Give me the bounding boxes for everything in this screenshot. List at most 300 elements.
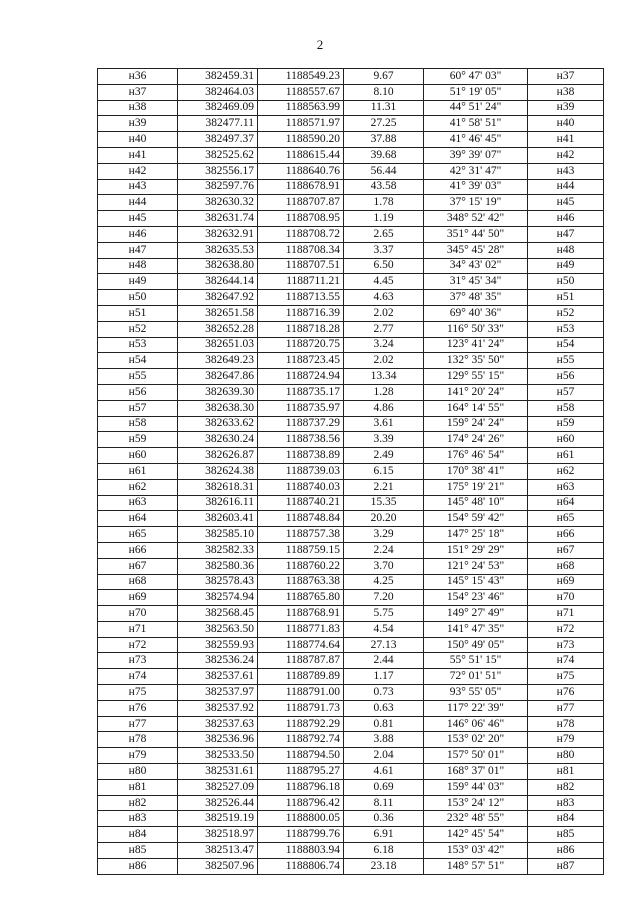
to-point-cell: н76 — [528, 685, 604, 701]
from-point-cell: н58 — [98, 416, 178, 432]
table-row — [98, 305, 604, 321]
x-coordinate-cell: 382459.31 — [178, 69, 258, 85]
table-row — [98, 606, 604, 622]
direction-angle-cell: 345° 45' 28" — [424, 242, 528, 258]
table-row — [98, 637, 604, 653]
distance-cell: 1.78 — [344, 195, 424, 211]
table-row — [98, 321, 604, 337]
x-coordinate-cell: 382519.19 — [178, 811, 258, 827]
to-point-cell: н45 — [528, 195, 604, 211]
distance-cell: 6.91 — [344, 827, 424, 843]
from-point-cell: н38 — [98, 100, 178, 116]
to-point-cell: н54 — [528, 337, 604, 353]
table-row — [98, 416, 604, 432]
table-row — [98, 764, 604, 780]
from-point-cell: н77 — [98, 716, 178, 732]
to-point-cell: н64 — [528, 495, 604, 511]
direction-angle-cell: 159° 44' 03" — [424, 779, 528, 795]
from-point-cell: н79 — [98, 748, 178, 764]
to-point-cell: н53 — [528, 321, 604, 337]
to-point-cell: н71 — [528, 606, 604, 622]
table-row — [98, 811, 604, 827]
table-row — [98, 495, 604, 511]
direction-angle-cell: 159° 24' 24" — [424, 416, 528, 432]
y-coordinate-cell: 1188563.99 — [258, 100, 344, 116]
x-coordinate-cell: 382582.33 — [178, 542, 258, 558]
from-point-cell: н62 — [98, 479, 178, 495]
table-row — [98, 843, 604, 859]
table-row — [98, 353, 604, 369]
to-point-cell: н38 — [528, 84, 604, 100]
distance-cell: 2.77 — [344, 321, 424, 337]
to-point-cell: н52 — [528, 305, 604, 321]
from-point-cell: н43 — [98, 179, 178, 195]
distance-cell: 2.65 — [344, 226, 424, 242]
x-coordinate-cell: 382537.63 — [178, 716, 258, 732]
table-row — [98, 621, 604, 637]
table-row — [98, 542, 604, 558]
direction-angle-cell: 69° 40' 36" — [424, 305, 528, 321]
x-coordinate-cell: 382536.24 — [178, 653, 258, 669]
to-point-cell: н41 — [528, 132, 604, 148]
from-point-cell: н69 — [98, 590, 178, 606]
x-coordinate-cell: 382518.97 — [178, 827, 258, 843]
distance-cell: 56.44 — [344, 163, 424, 179]
from-point-cell: н44 — [98, 195, 178, 211]
direction-angle-cell: 153° 02' 20" — [424, 732, 528, 748]
x-coordinate-cell: 382647.86 — [178, 369, 258, 385]
from-point-cell: н41 — [98, 147, 178, 163]
y-coordinate-cell: 1188720.75 — [258, 337, 344, 353]
x-coordinate-cell: 382497.37 — [178, 132, 258, 148]
to-point-cell: н69 — [528, 574, 604, 590]
distance-cell: 6.18 — [344, 843, 424, 859]
distance-cell: 20.20 — [344, 511, 424, 527]
y-coordinate-cell: 1188757.38 — [258, 527, 344, 543]
to-point-cell: н61 — [528, 448, 604, 464]
table-row — [98, 258, 604, 274]
x-coordinate-cell: 382630.24 — [178, 432, 258, 448]
from-point-cell: н60 — [98, 448, 178, 464]
table-row — [98, 242, 604, 258]
x-coordinate-cell: 382531.61 — [178, 764, 258, 780]
y-coordinate-cell: 1188713.55 — [258, 290, 344, 306]
from-point-cell: н57 — [98, 400, 178, 416]
y-coordinate-cell: 1188740.21 — [258, 495, 344, 511]
to-point-cell: н60 — [528, 432, 604, 448]
x-coordinate-cell: 382638.30 — [178, 400, 258, 416]
direction-angle-cell: 157° 50' 01" — [424, 748, 528, 764]
direction-angle-cell: 55° 51' 15" — [424, 653, 528, 669]
x-coordinate-cell: 382477.11 — [178, 116, 258, 132]
distance-cell: 23.18 — [344, 858, 424, 874]
to-point-cell: н70 — [528, 590, 604, 606]
x-coordinate-cell: 382537.97 — [178, 685, 258, 701]
table-row — [98, 100, 604, 116]
y-coordinate-cell: 1188708.95 — [258, 211, 344, 227]
y-coordinate-cell: 1188800.05 — [258, 811, 344, 827]
y-coordinate-cell: 1188718.28 — [258, 321, 344, 337]
y-coordinate-cell: 1188739.03 — [258, 463, 344, 479]
direction-angle-cell: 34° 43' 02" — [424, 258, 528, 274]
direction-angle-cell: 117° 22' 39" — [424, 700, 528, 716]
from-point-cell: н68 — [98, 574, 178, 590]
distance-cell: 27.25 — [344, 116, 424, 132]
y-coordinate-cell: 1188796.42 — [258, 795, 344, 811]
table-row — [98, 653, 604, 669]
table-row — [98, 116, 604, 132]
table-row — [98, 448, 604, 464]
from-point-cell: н39 — [98, 116, 178, 132]
to-point-cell: н81 — [528, 764, 604, 780]
direction-angle-cell: 72° 01' 51" — [424, 669, 528, 685]
distance-cell: 0.69 — [344, 779, 424, 795]
to-point-cell: н47 — [528, 226, 604, 242]
y-coordinate-cell: 1188806.74 — [258, 858, 344, 874]
direction-angle-cell: 123° 41' 24" — [424, 337, 528, 353]
direction-angle-cell: 141° 47' 35" — [424, 621, 528, 637]
from-point-cell: н37 — [98, 84, 178, 100]
direction-angle-cell: 31° 45' 34" — [424, 274, 528, 290]
to-point-cell: н42 — [528, 147, 604, 163]
distance-cell: 5.75 — [344, 606, 424, 622]
x-coordinate-cell: 382632.91 — [178, 226, 258, 242]
x-coordinate-cell: 382626.87 — [178, 448, 258, 464]
x-coordinate-cell: 382469.09 — [178, 100, 258, 116]
y-coordinate-cell: 1188590.20 — [258, 132, 344, 148]
y-coordinate-cell: 1188765.80 — [258, 590, 344, 606]
direction-angle-cell: 37° 48' 35" — [424, 290, 528, 306]
from-point-cell: н76 — [98, 700, 178, 716]
to-point-cell: н37 — [528, 69, 604, 85]
direction-angle-cell: 154° 59' 42" — [424, 511, 528, 527]
distance-cell: 2.02 — [344, 353, 424, 369]
to-point-cell: н86 — [528, 843, 604, 859]
x-coordinate-cell: 382556.17 — [178, 163, 258, 179]
x-coordinate-cell: 382464.03 — [178, 84, 258, 100]
x-coordinate-cell: 382638.80 — [178, 258, 258, 274]
from-point-cell: н55 — [98, 369, 178, 385]
x-coordinate-cell: 382624.38 — [178, 463, 258, 479]
direction-angle-cell: 51° 19' 05" — [424, 84, 528, 100]
y-coordinate-cell: 1188737.29 — [258, 416, 344, 432]
x-coordinate-cell: 382651.03 — [178, 337, 258, 353]
distance-cell: 2.21 — [344, 479, 424, 495]
from-point-cell: н74 — [98, 669, 178, 685]
x-coordinate-cell: 382603.41 — [178, 511, 258, 527]
distance-cell: 4.45 — [344, 274, 424, 290]
table-row — [98, 274, 604, 290]
to-point-cell: н56 — [528, 369, 604, 385]
distance-cell: 39.68 — [344, 147, 424, 163]
table-row — [98, 685, 604, 701]
from-point-cell: н67 — [98, 558, 178, 574]
table-row — [98, 400, 604, 416]
y-coordinate-cell: 1188735.17 — [258, 384, 344, 400]
distance-cell: 4.54 — [344, 621, 424, 637]
to-point-cell: н46 — [528, 211, 604, 227]
distance-cell: 1.19 — [344, 211, 424, 227]
y-coordinate-cell: 1188549.23 — [258, 69, 344, 85]
y-coordinate-cell: 1188615.44 — [258, 147, 344, 163]
distance-cell: 3.70 — [344, 558, 424, 574]
table-row — [98, 527, 604, 543]
x-coordinate-cell: 382649.23 — [178, 353, 258, 369]
to-point-cell: н39 — [528, 100, 604, 116]
table-row — [98, 858, 604, 874]
to-point-cell: н85 — [528, 827, 604, 843]
y-coordinate-cell: 1188787.87 — [258, 653, 344, 669]
y-coordinate-cell: 1188759.15 — [258, 542, 344, 558]
table-row — [98, 163, 604, 179]
y-coordinate-cell: 1188771.83 — [258, 621, 344, 637]
x-coordinate-cell: 382536.96 — [178, 732, 258, 748]
direction-angle-cell: 142° 45' 54" — [424, 827, 528, 843]
to-point-cell: н74 — [528, 653, 604, 669]
direction-angle-cell: 148° 57' 51" — [424, 858, 528, 874]
x-coordinate-cell: 382585.10 — [178, 527, 258, 543]
table-row — [98, 84, 604, 100]
direction-angle-cell: 39° 39' 07" — [424, 147, 528, 163]
x-coordinate-cell: 382580.36 — [178, 558, 258, 574]
table-row — [98, 558, 604, 574]
y-coordinate-cell: 1188723.45 — [258, 353, 344, 369]
y-coordinate-cell: 1188768.91 — [258, 606, 344, 622]
table-row — [98, 384, 604, 400]
page-number: 2 — [316, 37, 324, 52]
from-point-cell: н78 — [98, 732, 178, 748]
from-point-cell: н50 — [98, 290, 178, 306]
direction-angle-cell: 132° 35' 50" — [424, 353, 528, 369]
x-coordinate-cell: 382652.28 — [178, 321, 258, 337]
x-coordinate-cell: 382559.93 — [178, 637, 258, 653]
table-row — [98, 748, 604, 764]
x-coordinate-cell: 382525.62 — [178, 147, 258, 163]
distance-cell: 6.15 — [344, 463, 424, 479]
to-point-cell: н63 — [528, 479, 604, 495]
y-coordinate-cell: 1188791.73 — [258, 700, 344, 716]
direction-angle-cell: 175° 19' 21" — [424, 479, 528, 495]
distance-cell: 8.11 — [344, 795, 424, 811]
table-row — [98, 827, 604, 843]
distance-cell: 8.10 — [344, 84, 424, 100]
distance-cell: 0.73 — [344, 685, 424, 701]
distance-cell: 15.35 — [344, 495, 424, 511]
y-coordinate-cell: 1188760.22 — [258, 558, 344, 574]
to-point-cell: н82 — [528, 779, 604, 795]
direction-angle-cell: 153° 03' 42" — [424, 843, 528, 859]
y-coordinate-cell: 1188716.39 — [258, 305, 344, 321]
table-row — [98, 226, 604, 242]
from-point-cell: н47 — [98, 242, 178, 258]
direction-angle-cell: 41° 58' 51" — [424, 116, 528, 132]
from-point-cell: н49 — [98, 274, 178, 290]
distance-cell: 1.17 — [344, 669, 424, 685]
y-coordinate-cell: 1188748.84 — [258, 511, 344, 527]
direction-angle-cell: 116° 50' 33" — [424, 321, 528, 337]
from-point-cell: н65 — [98, 527, 178, 543]
y-coordinate-cell: 1188707.87 — [258, 195, 344, 211]
x-coordinate-cell: 382644.14 — [178, 274, 258, 290]
direction-angle-cell: 348° 52' 42" — [424, 211, 528, 227]
x-coordinate-cell: 382537.92 — [178, 700, 258, 716]
to-point-cell: н51 — [528, 290, 604, 306]
distance-cell: 2.49 — [344, 448, 424, 464]
direction-angle-cell: 121° 24' 53" — [424, 558, 528, 574]
from-point-cell: н56 — [98, 384, 178, 400]
direction-angle-cell: 129° 55' 15" — [424, 369, 528, 385]
to-point-cell: н50 — [528, 274, 604, 290]
from-point-cell: н66 — [98, 542, 178, 558]
distance-cell: 3.61 — [344, 416, 424, 432]
from-point-cell: н64 — [98, 511, 178, 527]
direction-angle-cell: 170° 38' 41" — [424, 463, 528, 479]
to-point-cell: н75 — [528, 669, 604, 685]
direction-angle-cell: 151° 29' 29" — [424, 542, 528, 558]
table-row — [98, 732, 604, 748]
table-row — [98, 179, 604, 195]
x-coordinate-cell: 382631.74 — [178, 211, 258, 227]
from-point-cell: н54 — [98, 353, 178, 369]
to-point-cell: н43 — [528, 163, 604, 179]
to-point-cell: н66 — [528, 527, 604, 543]
table-row — [98, 716, 604, 732]
to-point-cell: н48 — [528, 242, 604, 258]
y-coordinate-cell: 1188678.91 — [258, 179, 344, 195]
x-coordinate-cell: 382507.96 — [178, 858, 258, 874]
table-row — [98, 195, 604, 211]
direction-angle-cell: 351° 44' 50" — [424, 226, 528, 242]
table-row — [98, 211, 604, 227]
x-coordinate-cell: 382633.62 — [178, 416, 258, 432]
direction-angle-cell: 145° 15' 43" — [424, 574, 528, 590]
to-point-cell: н67 — [528, 542, 604, 558]
x-coordinate-cell: 382639.30 — [178, 384, 258, 400]
from-point-cell: н86 — [98, 858, 178, 874]
direction-angle-cell: 176° 46' 54" — [424, 448, 528, 464]
from-point-cell: н84 — [98, 827, 178, 843]
distance-cell: 11.31 — [344, 100, 424, 116]
from-point-cell: н85 — [98, 843, 178, 859]
table-body — [98, 69, 604, 875]
distance-cell: 3.24 — [344, 337, 424, 353]
x-coordinate-cell: 382647.92 — [178, 290, 258, 306]
x-coordinate-cell: 382635.53 — [178, 242, 258, 258]
y-coordinate-cell: 1188740.03 — [258, 479, 344, 495]
boundary-coordinates-table — [97, 68, 604, 875]
to-point-cell: н83 — [528, 795, 604, 811]
from-point-cell: н53 — [98, 337, 178, 353]
y-coordinate-cell: 1188640.76 — [258, 163, 344, 179]
direction-angle-cell: 168° 37' 01" — [424, 764, 528, 780]
to-point-cell: н68 — [528, 558, 604, 574]
direction-angle-cell: 41° 39' 03" — [424, 179, 528, 195]
from-point-cell: н81 — [98, 779, 178, 795]
x-coordinate-cell: 382537.61 — [178, 669, 258, 685]
y-coordinate-cell: 1188799.76 — [258, 827, 344, 843]
x-coordinate-cell: 382616.11 — [178, 495, 258, 511]
distance-cell: 4.61 — [344, 764, 424, 780]
x-coordinate-cell: 382527.09 — [178, 779, 258, 795]
y-coordinate-cell: 1188711.21 — [258, 274, 344, 290]
to-point-cell: н65 — [528, 511, 604, 527]
to-point-cell: н78 — [528, 716, 604, 732]
to-point-cell: н58 — [528, 400, 604, 416]
distance-cell: 9.67 — [344, 69, 424, 85]
distance-cell: 3.37 — [344, 242, 424, 258]
direction-angle-cell: 41° 46' 45" — [424, 132, 528, 148]
distance-cell: 4.86 — [344, 400, 424, 416]
distance-cell: 0.36 — [344, 811, 424, 827]
distance-cell: 2.44 — [344, 653, 424, 669]
direction-angle-cell: 149° 27' 49" — [424, 606, 528, 622]
distance-cell: 37.88 — [344, 132, 424, 148]
direction-angle-cell: 154° 23' 46" — [424, 590, 528, 606]
distance-cell: 2.24 — [344, 542, 424, 558]
x-coordinate-cell: 382563.50 — [178, 621, 258, 637]
table-row — [98, 337, 604, 353]
from-point-cell: н63 — [98, 495, 178, 511]
direction-angle-cell: 147° 25' 18" — [424, 527, 528, 543]
distance-cell: 1.28 — [344, 384, 424, 400]
to-point-cell: н55 — [528, 353, 604, 369]
to-point-cell: н80 — [528, 748, 604, 764]
table-row — [98, 132, 604, 148]
table-row — [98, 590, 604, 606]
x-coordinate-cell: 382568.45 — [178, 606, 258, 622]
to-point-cell: н72 — [528, 621, 604, 637]
distance-cell: 4.63 — [344, 290, 424, 306]
distance-cell: 3.88 — [344, 732, 424, 748]
distance-cell: 13.34 — [344, 369, 424, 385]
from-point-cell: н71 — [98, 621, 178, 637]
direction-angle-cell: 174° 24' 26" — [424, 432, 528, 448]
y-coordinate-cell: 1188557.67 — [258, 84, 344, 100]
x-coordinate-cell: 382651.58 — [178, 305, 258, 321]
x-coordinate-cell: 382533.50 — [178, 748, 258, 764]
y-coordinate-cell: 1188735.97 — [258, 400, 344, 416]
y-coordinate-cell: 1188795.27 — [258, 764, 344, 780]
distance-cell: 7.20 — [344, 590, 424, 606]
x-coordinate-cell: 382630.32 — [178, 195, 258, 211]
x-coordinate-cell: 382597.76 — [178, 179, 258, 195]
from-point-cell: н82 — [98, 795, 178, 811]
table-row — [98, 290, 604, 306]
from-point-cell: н40 — [98, 132, 178, 148]
y-coordinate-cell: 1188724.94 — [258, 369, 344, 385]
table-row — [98, 574, 604, 590]
to-point-cell: н44 — [528, 179, 604, 195]
to-point-cell: н57 — [528, 384, 604, 400]
distance-cell: 3.39 — [344, 432, 424, 448]
y-coordinate-cell: 1188708.34 — [258, 242, 344, 258]
x-coordinate-cell: 382574.94 — [178, 590, 258, 606]
from-point-cell: н70 — [98, 606, 178, 622]
direction-angle-cell: 150° 49' 05" — [424, 637, 528, 653]
y-coordinate-cell: 1188803.94 — [258, 843, 344, 859]
y-coordinate-cell: 1188738.89 — [258, 448, 344, 464]
distance-cell: 3.29 — [344, 527, 424, 543]
distance-cell: 27.13 — [344, 637, 424, 653]
y-coordinate-cell: 1188571.97 — [258, 116, 344, 132]
direction-angle-cell: 232° 48' 55" — [424, 811, 528, 827]
direction-angle-cell: 141° 20' 24" — [424, 384, 528, 400]
distance-cell: 6.50 — [344, 258, 424, 274]
direction-angle-cell: 153° 24' 12" — [424, 795, 528, 811]
table-row — [98, 147, 604, 163]
from-point-cell: н46 — [98, 226, 178, 242]
direction-angle-cell: 37° 15' 19" — [424, 195, 528, 211]
